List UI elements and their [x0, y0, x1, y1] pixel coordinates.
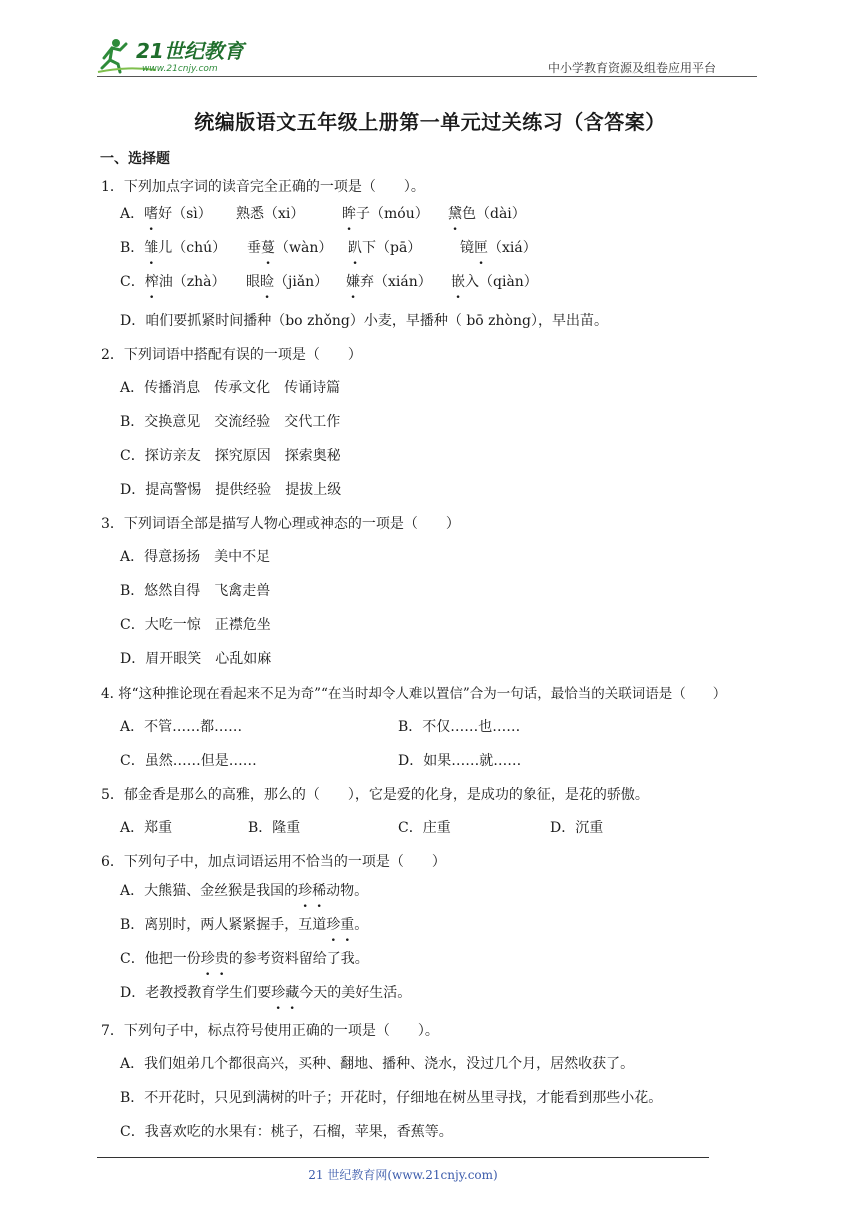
question-7-stem: 7．下列句子中，标点符号使用正确的一项是（ ）。 [101, 1023, 439, 1039]
q1-option-c-word2: 眼睑（jiǎn） [246, 274, 329, 290]
q2-option-c: C．探访亲友 探究原因 探索奥秘 [120, 448, 341, 464]
q7-option-b: B．不开花时，只见到满树的叶子；开花时，仔细地在树丛里寻找，才能看到那些小花。 [120, 1090, 663, 1106]
q1-option-c-word3: 嫌弃（xián） [346, 274, 432, 290]
q1-option-b-word3: 趴下（pā） [348, 240, 422, 256]
q5-option-a: A．郑重 [120, 820, 173, 836]
q4-option-c: C．虽然……但是…… [120, 753, 257, 769]
q1-option-c-word4: 嵌入（qiàn） [451, 274, 538, 290]
q1-option-b: B．雏儿（chú） [120, 240, 227, 256]
q1-option-a: A．嗜好（sì） [120, 206, 212, 222]
q3-option-d: D．眉开眼笑 心乱如麻 [120, 651, 272, 667]
q5-option-c: C．庄重 [398, 820, 451, 836]
q6-option-a: A．大熊猫、金丝猴是我国的珍稀动物。 [120, 883, 369, 899]
q1-option-d: D．咱们要抓紧时间播种（bo zhǒng）小麦，早播种（ bō zhòng），早出苗。 [120, 313, 608, 329]
footer-link[interactable]: 21 世纪教育网(www.21cnjy.com) [308, 1168, 498, 1182]
q6-option-d: D．老教授教育学生们要珍藏今天的美好生活。 [120, 985, 412, 1001]
question-3-stem: 3．下列词语全部是描写人物心理或神态的一项是（ ） [101, 516, 460, 532]
q7-option-a: A．我们姐弟几个都很高兴，买种、翻地、播种、浇水，没过几个月，居然收获了。 [120, 1056, 635, 1072]
q3-option-a: A．得意扬扬 美中不足 [120, 549, 271, 565]
q1-option-c: C．榨油（zhà） [120, 274, 226, 290]
q4-option-d: D．如果……就…… [398, 753, 522, 769]
q2-option-a: A．传播消息 传承文化 传诵诗篇 [120, 380, 341, 396]
q6-option-b: B．离别时，两人紧紧握手，互道珍重。 [120, 917, 369, 933]
logo-text: 21世纪教育 [136, 39, 244, 63]
q5-option-b: B．隆重 [248, 820, 301, 836]
question-1-stem: 1．下列加点字词的读音完全正确的一项是（ ）。 [101, 179, 425, 195]
q5-option-d: D．沉重 [550, 820, 604, 836]
footer-divider [97, 1157, 709, 1158]
question-6-stem: 6．下列句子中，加点词语运用不恰当的一项是（ ） [101, 854, 446, 870]
q1-option-a-word4: 黛色（dài） [448, 206, 526, 222]
q1-option-b-word4: 镜匣（xiá） [460, 240, 537, 256]
platform-name: 中小学教育资源及组卷应用平台 [548, 61, 717, 75]
q7-option-c: C．我喜欢吃的水果有：桃子，石榴，苹果，香蕉等。 [120, 1124, 453, 1140]
q3-option-b: B．悠然自得 飞禽走兽 [120, 583, 271, 599]
question-5-stem: 5．郁金香是那么的高雅，那么的（ ），它是爱的化身，是成功的象征，是花的骄傲。 [101, 787, 649, 803]
q4-option-a: A．不管……都…… [120, 719, 243, 735]
logo-url: www.21cnjy.com [142, 64, 218, 74]
q1-option-b-word2: 垂蔓（wàn） [247, 240, 333, 256]
q1-option-a-word3: 眸子（móu） [342, 206, 429, 222]
q4-option-b: B．不仅……也…… [398, 719, 521, 735]
question-4-stem: 4. 将“这种推论现在看起来不足为奇”“在当时却令人难以置信”合为一句话，最恰当的关联词语是（ ） [101, 686, 727, 702]
q3-option-c: C．大吃一惊 正襟危坐 [120, 617, 271, 633]
q2-option-d: D．提高警惕 提供经验 提拔上级 [120, 482, 342, 498]
q2-option-b: B．交换意见 交流经验 交代工作 [120, 414, 341, 430]
q1-option-a-word2: 熟悉（xi） [236, 206, 305, 222]
q6-option-c: C．他把一份珍贵的参考资料留给了我。 [120, 951, 369, 967]
page-title: 统编版语文五年级上册第一单元过关练习（含答案） [194, 110, 666, 134]
site-logo [96, 36, 266, 76]
header-divider [97, 76, 757, 77]
question-2-stem: 2．下列词语中搭配有误的一项是（ ） [101, 347, 362, 363]
section-heading: 一、选择题 [100, 151, 170, 167]
